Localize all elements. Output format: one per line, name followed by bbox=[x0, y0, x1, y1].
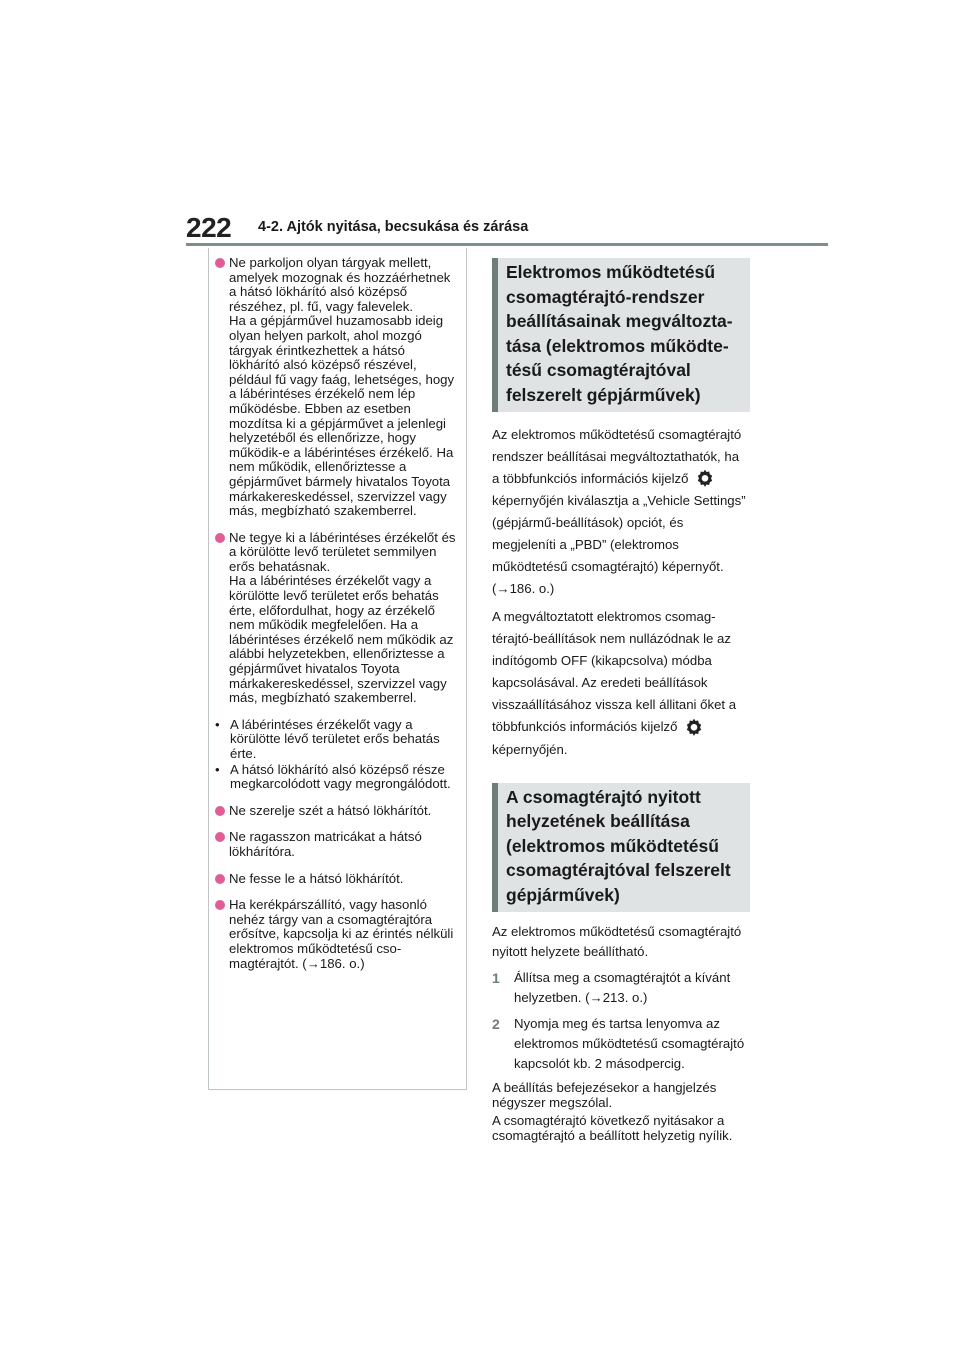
pink-bullet-icon bbox=[215, 832, 225, 842]
gear-icon bbox=[683, 717, 705, 739]
step-item bbox=[492, 1014, 750, 1074]
section-heading: A csomagtérajtó nyitott helyzetének beállítása (elektromos működtetésű csomagtérajtóval felszerelt gépjárművek) bbox=[492, 783, 750, 912]
body-text: képernyőjén kiválasztja a „Vehicle Settings” (gépjármű-beállítások) opciót, és megjeleníti a „PBD” (elektromos működtetésű csomagtérajtó) képernyőt. (→186. o.) bbox=[492, 493, 746, 597]
sub-bullet bbox=[215, 718, 456, 762]
pink-bullet-icon bbox=[215, 258, 225, 268]
body-paragraph bbox=[492, 424, 750, 601]
step-text: Állítsa meg a csomagtérajtót a kívánt helyzetben. (→213. o.) bbox=[514, 969, 731, 1005]
right-column bbox=[492, 258, 750, 1144]
step-number: 2 bbox=[492, 1015, 500, 1032]
pink-bullet-icon bbox=[215, 533, 225, 543]
pink-bullet-icon bbox=[215, 900, 225, 910]
body-paragraph: Az elektromos működtetésű csomagtérajtó nyitott helyzete beállítható. bbox=[492, 923, 742, 959]
step-number: 1 bbox=[492, 969, 500, 986]
pink-bullet-icon bbox=[215, 806, 225, 816]
body-text: A megváltoztatott elektromos csomagtérajtó-beállítások nem nullázódnak le az indítógomb OFF (kikapcsolva) módba kapcsolásával. Az eredeti beállítások visszaállításához vissza kell állitani őket a többfunkciós információs kijelző bbox=[492, 609, 737, 735]
notice-text: Ne szerelje szét a hátsó lökhárítót. bbox=[229, 802, 432, 818]
body-text: képernyőjén. bbox=[492, 741, 568, 757]
notice-item bbox=[215, 872, 456, 887]
body-text: Az elektromos működtetésű csomagtérajtó rendszer beállításai megváltoztathatók, ha a többfunkciós információs kijelző bbox=[492, 426, 742, 486]
page-number: 222 bbox=[186, 212, 232, 243]
section-heading: Elektromos működtetésű csomagtérajtó-rendszer beállításainak megváltoztatása (elektromos működtetésű csomagtérajtóval felszerelt gépjárművek) bbox=[492, 258, 750, 412]
bullet-mark: • bbox=[215, 761, 220, 777]
notice-item bbox=[215, 830, 456, 859]
note-text: A csomagtérajtó következő nyitásakor a csomagtérajtó a beállított helyzetig nyílik. bbox=[492, 1112, 733, 1144]
notice-text: Ne parkoljon olyan tárgyak mellett, amelyek mozognak és hozzáérhetnek a hátsó lökhárító alsó középső részéhez, pl. fű, vagy falevelek. bbox=[229, 255, 451, 314]
pink-bullet-icon bbox=[215, 874, 225, 884]
notice-item bbox=[215, 804, 456, 819]
notice-text: Ne fesse le a hátsó lökhárítót. bbox=[229, 870, 404, 886]
header-rule bbox=[186, 243, 828, 246]
notice-text: Ne tegye ki a lábérintéses érzékelőt és a körülötte levő területet semmilyen erős behatásnak. bbox=[229, 529, 456, 574]
notice-text: Ha kerékpárszállító, vagy hasonló nehéz tárgy van a csomagtérajtóra erősítve, kapcsolja ki az érintés nélküli elektromos működtetésű csomagtérajtót. (→186. o.) bbox=[229, 897, 454, 971]
gear-icon bbox=[694, 468, 716, 490]
notice-text: Ha a gépjárművel huzamosabb ideig olyan helyen parkolt, ahol mozgó tárgyak érintkezhettek a hátsó lökhárító alsó középső részével, például fű vagy faág, lehetséges, hogy a lábérintéses érzékelő nem lép működésbe. Ebben az esetben mozdítsa ki a gépjárművet a jelenlegi helyzetéből és ellenőrizze, hogy működik-e a lábérintéses érzékelő. Ha nem működik, ellenőriztesse a gépjárművet bármely hivatalos Toyota márkakereskedéssel, szervizzel vagy más, megbízható szakemberrel. bbox=[229, 313, 455, 519]
sub-bullet-text: A hátsó lökhárító alsó középső része megkarcolódott vagy megrongálódott. bbox=[230, 761, 451, 792]
sub-bullet-text: A lábérintéses érzékelőt vagy a körülötte lévő területet erős behatás érte. bbox=[230, 716, 440, 761]
note-text: A beállítás befejezésekor a hangjelzés négyszer megszólal. bbox=[492, 1079, 717, 1111]
notice-box bbox=[208, 248, 467, 1090]
bullet-mark: • bbox=[215, 716, 220, 732]
step-text: Nyomja meg és tartsa lenyomva az elektromos működtetésű csomagtérajtó kapcsolót kb. 2 másodpercig. bbox=[514, 1015, 745, 1071]
section-title: 4-2. Ajtók nyitása, becsukása és zárása bbox=[258, 219, 529, 235]
notice-text: Ha a lábérintéses érzékelőt vagy a körülötte levő területet erős behatás érte, előfordulhat, hogy az érzékelő nem működik megfelelően. Ha a lábérintéses érzékelő nem működik az alábbi helyzetekben, ellenőriztesse a gépjárművet hivatalos Toyota márkakereskedéssel, szervizzel vagy más, megbízható szakemberrel. bbox=[229, 573, 454, 706]
body-paragraph bbox=[492, 606, 750, 761]
step-item bbox=[492, 968, 750, 1008]
notice-text: Ne ragasszon matricákat a hátsó lökhárítóra. bbox=[229, 829, 422, 859]
notice-item bbox=[215, 531, 456, 706]
notice-item bbox=[215, 898, 456, 971]
notice-item bbox=[215, 256, 456, 519]
sub-bullet bbox=[215, 763, 456, 792]
